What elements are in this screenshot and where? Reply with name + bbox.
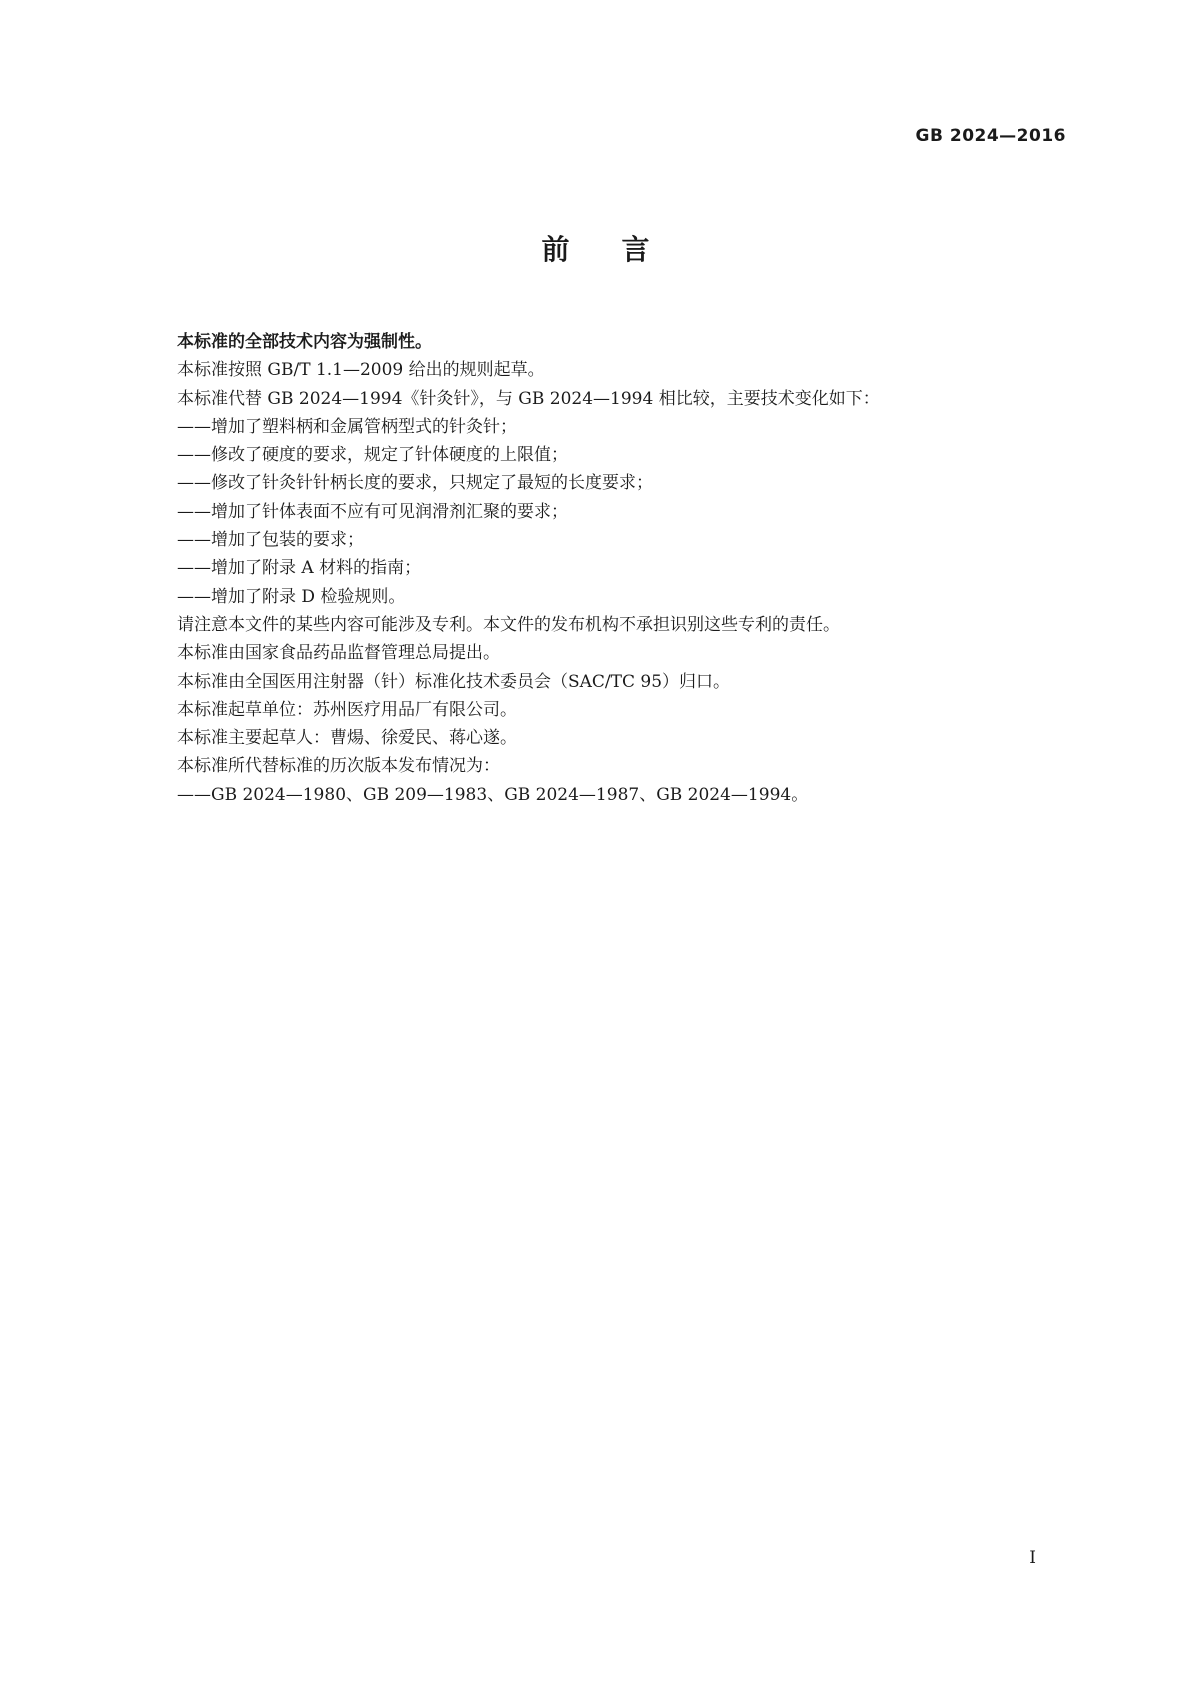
proposer-paragraph: 本标准由国家食品药品监督管理总局提出。 <box>177 643 500 664</box>
page-number: I <box>1029 1548 1036 1568</box>
history-intro-paragraph: 本标准所代替标准的历次版本发布情况为： <box>177 756 500 777</box>
drafting-rules-paragraph: 本标准按照 GB/T 1.1—2009 给出的规则起草。 <box>177 360 545 381</box>
change-item: ——增加了附录 A 材料的指南； <box>177 558 422 579</box>
change-item: ——修改了硬度的要求，规定了针体硬度的上限值； <box>177 445 568 466</box>
patent-notice-paragraph: 请注意本文件的某些内容可能涉及专利。本文件的发布机构不承担识别这些专利的责任。 <box>177 614 840 635</box>
mandatory-statement: 本标准的全部技术内容为强制性。 <box>177 332 432 352</box>
history-item: ——GB 2024—1980、GB 209—1983、GB 2024—1987、GB 2024—1994。 <box>177 784 809 805</box>
drafters-paragraph: 本标准主要起草人：曹煬、徐爱民、蒋心遂。 <box>177 728 517 749</box>
committee-paragraph: 本标准由全国医用注射器（针）标准化技术委员会（SAC/TC 95）归口。 <box>177 671 731 692</box>
change-item: ——增加了塑料柄和金属管柄型式的针灸针； <box>177 416 517 437</box>
replacement-paragraph: 本标准代替 GB 2024—1994《针灸针》，与 GB 2024—1994 相比较，主要技术变化如下： <box>177 388 880 409</box>
change-item: ——增加了包装的要求； <box>177 530 364 551</box>
foreword-body <box>177 328 1077 809</box>
drafting-unit-paragraph: 本标准起草单位：苏州医疗用品厂有限公司。 <box>177 699 517 720</box>
change-item: ——修改了针灸针针柄长度的要求，只规定了最短的长度要求； <box>177 473 653 494</box>
change-item: ——增加了针体表面不应有可见润滑剂汇聚的要求； <box>177 501 568 522</box>
change-item: ——增加了附录 D 检验规则。 <box>177 586 406 607</box>
standard-code: GB 2024—2016 <box>915 126 1066 146</box>
page-title: 前言 <box>541 233 702 266</box>
